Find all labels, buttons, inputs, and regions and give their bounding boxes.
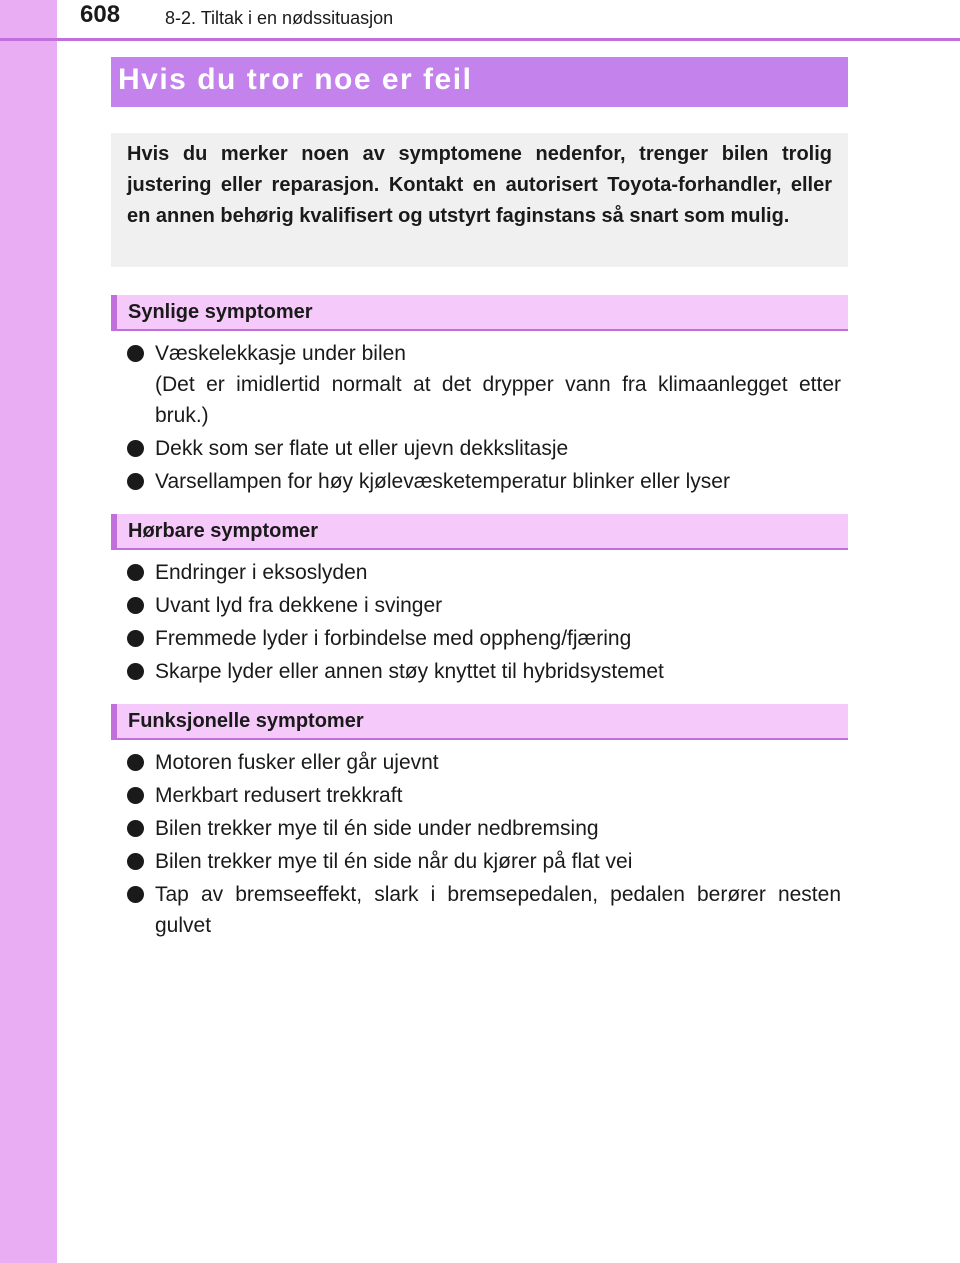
bullet-icon <box>127 564 144 581</box>
page-number: 608 <box>80 1 121 28</box>
bullet-icon <box>127 820 144 837</box>
item-text: Skarpe lyder eller annen støy knyttet til hybridsystemet <box>155 660 664 683</box>
item-text: Bilen trekker mye til én side når du kjører på flat vei <box>155 850 633 873</box>
list-item <box>126 846 841 877</box>
intro-box <box>111 133 848 267</box>
audible-symptoms-list <box>126 557 841 689</box>
item-note: (Det er imidlertid normalt at det drypper vann fra klimaanlegget etter bruk.) <box>155 373 841 427</box>
bullet-icon <box>127 787 144 804</box>
intro-text: Hvis du merker noen av symptomene nedenfor, trenger bilen trolig justering eller reparasjon. Kontakt en autorisert Toyota-forhandler, eller en annen behørig kvalifisert og utstyrt faginstans så snart som mulig. <box>127 143 832 227</box>
item-text: Bilen trekker mye til én side under nedbremsing <box>155 817 599 840</box>
item-text: Motoren fusker eller går ujevnt <box>155 751 439 774</box>
item-text: Fremmede lyder i forbindelse med oppheng/fjæring <box>155 627 632 650</box>
section-title: Hvis du tror noe er feil <box>118 63 473 96</box>
functional-symptoms-title: Funksjonelle symptomer <box>128 710 364 732</box>
bullet-icon <box>127 663 144 680</box>
list-item <box>126 466 841 497</box>
functional-symptoms-header <box>111 704 848 740</box>
bullet-icon <box>127 754 144 771</box>
bullet-icon <box>127 853 144 870</box>
bullet-icon <box>127 345 144 362</box>
visible-symptoms-title: Synlige symptomer <box>128 301 313 323</box>
chapter-title: 8-2. Tiltak i en nødssituasjon <box>165 8 394 28</box>
bullet-icon <box>127 597 144 614</box>
item-text: Tap av bremseeffekt, slark i bremsepedalen, pedalen berører nesten gulvet <box>155 883 841 937</box>
item-text: Merkbart redusert trekkraft <box>155 784 403 807</box>
list-item <box>126 623 841 654</box>
bullet-icon <box>127 630 144 647</box>
section-title-banner <box>111 57 848 107</box>
list-item <box>126 656 841 687</box>
audible-symptoms-header <box>111 514 848 550</box>
list-item <box>126 879 841 941</box>
list-item <box>126 338 841 431</box>
list-item <box>126 780 841 811</box>
item-text: Uvant lyd fra dekkene i svinger <box>155 594 443 617</box>
list-item <box>126 433 841 464</box>
item-text: Væskelekkasje under bilen <box>155 342 406 365</box>
visible-symptoms-header <box>111 295 848 331</box>
visible-symptoms-list <box>126 338 841 499</box>
bullet-icon <box>127 473 144 490</box>
functional-symptoms-list <box>126 747 841 943</box>
item-text: Dekk som ser flate ut eller ujevn dekkslitasje <box>155 437 569 460</box>
list-item <box>126 747 841 778</box>
audible-symptoms-title: Hørbare symptomer <box>128 520 319 542</box>
item-text: Endringer i eksoslyden <box>155 561 368 584</box>
side-color-strip <box>0 0 57 1263</box>
list-item <box>126 813 841 844</box>
list-item <box>126 590 841 621</box>
header-divider <box>0 38 960 41</box>
list-item <box>126 557 841 588</box>
item-text: Varsellampen for høy kjølevæsketemperatur blinker eller lyser <box>155 470 730 493</box>
bullet-icon <box>127 886 144 903</box>
bullet-icon <box>127 440 144 457</box>
